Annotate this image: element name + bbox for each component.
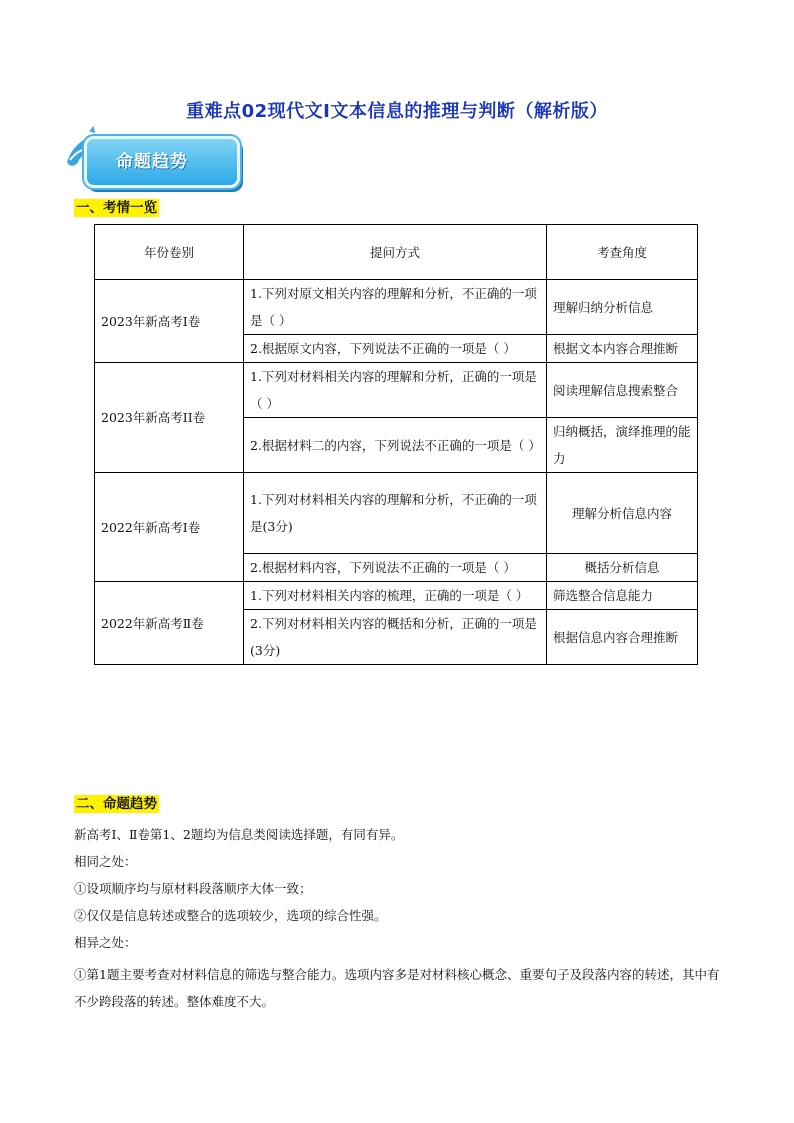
section-heading-overview: 一、考情一览 <box>76 200 157 216</box>
table-header: 年份卷别 <box>95 225 244 280</box>
question-cell: 2.根据原文内容，下列说法不正确的一项是（ ） <box>244 335 547 363</box>
table-row <box>95 363 698 418</box>
question-cell: 1.下列对材料相关内容的理解和分析，不正确的一项是(3分) <box>244 473 547 554</box>
table-row <box>95 280 698 335</box>
aspect-cell: 理解分析信息内容 <box>547 473 698 554</box>
aspect-cell: 筛选整合信息能力 <box>547 582 698 610</box>
paragraph: 相同之处： <box>74 854 137 869</box>
aspect-cell: 根据信息内容合理推断 <box>547 610 698 665</box>
banner-label: 命题趋势 <box>116 152 188 172</box>
year-cell: 2023年新高考II卷 <box>95 363 244 473</box>
question-cell: 2.根据材料内容，下列说法不正确的一项是（ ） <box>244 554 547 582</box>
page-title: 重难点02现代文I文本信息的推理与判断（解析版） <box>186 101 608 122</box>
question-cell: 2.根据材料二的内容，下列说法不正确的一项是（ ） <box>244 418 547 473</box>
question-cell: 1.下列对材料相关内容的理解和分析，正确的一项是（ ） <box>244 363 547 418</box>
table-row <box>95 473 698 554</box>
exam-overview-table <box>94 224 698 665</box>
paragraph: ①第1题主要考查对材料信息的筛选与整合能力。选项内容多是对材料核心概念、重要句子及段落内容的转述，其中有不少跨段落的转述。整体难度不大。 <box>74 967 720 1009</box>
year-cell: 2022年新高考I卷 <box>95 473 244 582</box>
table-header: 提问方式 <box>244 225 547 280</box>
aspect-cell: 阅读理解信息搜索整合 <box>547 363 698 418</box>
section-banner <box>58 122 242 188</box>
section-heading-trend: 二、命题趋势 <box>76 796 157 812</box>
question-cell: 1.下列对材料相关内容的梳理，正确的一项是（ ） <box>244 582 547 610</box>
paragraph: 新高考Ⅰ、Ⅱ卷第1、2题均为信息类阅读选择题，有同有异。 <box>74 827 404 842</box>
aspect-cell: 概括分析信息 <box>547 554 698 582</box>
table-header: 考查角度 <box>547 225 698 280</box>
table-row <box>95 582 698 610</box>
aspect-cell: 归纳概括，演绎推理的能力 <box>547 418 698 473</box>
aspect-cell: 根据文本内容合理推断 <box>547 335 698 363</box>
question-cell: 2.下列对材料相关内容的概括和分析，正确的一项是(3分) <box>244 610 547 665</box>
paragraph: ②仅仅是信息转述或整合的选项较少，选项的综合性强。 <box>74 908 387 923</box>
aspect-cell: 理解归纳分析信息 <box>547 280 698 335</box>
paragraph: ①设项顺序均与原材料段落顺序大体一致； <box>74 881 312 896</box>
paragraph: 相异之处： <box>74 935 137 950</box>
table-header-row <box>95 225 698 280</box>
year-cell: 2023年新高考I卷 <box>95 280 244 363</box>
question-cell: 1.下列对原文相关内容的理解和分析，不正确的一项是（ ） <box>244 280 547 335</box>
year-cell: 2022年新高考Ⅱ卷 <box>95 582 244 665</box>
